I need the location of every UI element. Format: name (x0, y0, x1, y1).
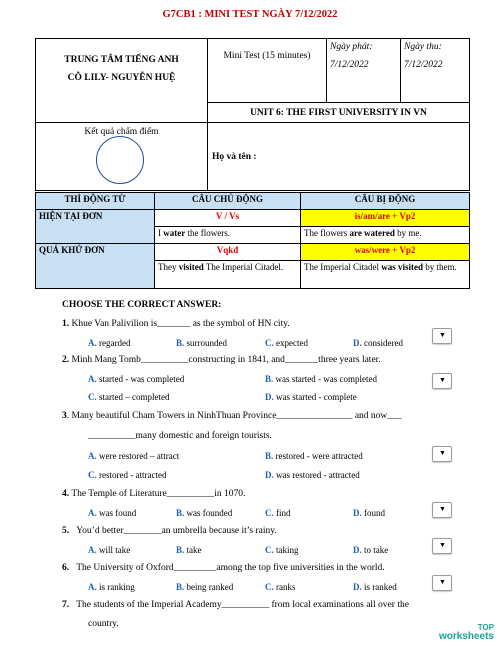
present-active-formula: V / Vs (155, 210, 301, 227)
present-passive-formula: is/am/are + Vp2 (301, 210, 470, 227)
past-passive-formula: was/were + Vp2 (301, 244, 470, 261)
q3-option-a: A. were restored – attract (88, 451, 180, 461)
q1-option-d: D. considered (353, 338, 403, 348)
chevron-down-icon: ▼ (439, 541, 446, 549)
q3-option-d: D. was restored - attracted (265, 470, 360, 480)
present-passive-example: The flowers are watered by me. (301, 227, 470, 244)
score-label: Kết quả chấm điểm (84, 127, 159, 137)
tense-present: HIỆN TẠI ĐƠN (36, 210, 155, 244)
question-3: 3. Many beautiful Cham Towers in NinhThuan Province________________ and now___ (62, 411, 402, 421)
chevron-down-icon: ▼ (439, 376, 446, 384)
q6-option-d: D. is ranked (353, 582, 397, 592)
issued-date: 7/12/2022 (330, 60, 369, 70)
question-3-line2: __________many domestic and foreign tourists. (88, 431, 272, 441)
due-label: Ngày thu: (404, 42, 442, 52)
past-active-example: They visited The Imperial Citadel. (155, 261, 301, 289)
past-passive-example: The Imperial Citadel was visited by them. (301, 261, 470, 289)
q2-option-c: C. started – completed (88, 392, 170, 402)
tense-past: QUÁ KHỨ ĐƠN (36, 244, 155, 289)
logo-name-text: worksheets (438, 631, 494, 642)
q3-option-c: C. restored - attracted (88, 470, 167, 480)
q5-answer-dropdown[interactable] (432, 538, 452, 554)
center-name-cell (36, 39, 208, 123)
q6-answer-dropdown[interactable] (432, 575, 452, 591)
q5-option-a: A. will take (88, 545, 131, 555)
q6-option-a: A. is ranking (88, 582, 135, 592)
question-7: 7. The students of the Imperial Academy__________ from local examinations all over the (62, 600, 409, 610)
col-active: CÂU CHỦ ĐỘNG (155, 193, 301, 210)
col-passive: CÂU BỊ ĐỘNG (301, 193, 470, 210)
q1-answer-dropdown[interactable] (432, 328, 452, 344)
q4-answer-dropdown[interactable] (432, 502, 452, 518)
chevron-down-icon: ▼ (439, 505, 446, 513)
q6-option-c: C. ranks (265, 582, 296, 592)
present-active-example: I water the flowers. (155, 227, 301, 244)
score-cell (36, 123, 208, 191)
q4-option-a: A. was found (88, 508, 137, 518)
name-label: Họ và tên : (212, 151, 257, 162)
q2-option-b: B. was started - was completed (265, 374, 377, 384)
issued-label: Ngày phát: (330, 42, 373, 52)
issued-cell (327, 39, 401, 103)
q2-answer-dropdown[interactable] (432, 373, 452, 389)
q1-option-b: B. surrounded (176, 338, 228, 348)
past-active-formula: Vqkđ (155, 244, 301, 261)
question-5: 5. You’d better________an umbrella because it’s rainy. (62, 526, 277, 536)
q5-option-c: C. taking (265, 545, 299, 555)
header-table (35, 38, 470, 191)
chevron-down-icon: ▼ (439, 331, 446, 339)
due-date: 7/12/2022 (404, 60, 443, 70)
grammar-table (35, 192, 470, 289)
center-name-line1: TRUNG TÂM TIẾNG ANH (64, 55, 179, 65)
question-4: 4. The Temple of Literature__________in 1070. (62, 489, 246, 499)
question-1: 1. Khue Van Palivilion is_______ as the symbol of HN city. (62, 319, 290, 329)
question-7-line2: country. (88, 619, 119, 629)
q1-option-c: C. expected (265, 338, 308, 348)
question-6: 6. The University of Oxford_________among the top five universities in the world. (62, 563, 385, 573)
q2-option-d: D. was started - complete (265, 392, 357, 402)
chevron-down-icon: ▼ (439, 449, 446, 457)
q5-option-b: B. take (176, 545, 202, 555)
q4-option-c: C. find (265, 508, 291, 518)
center-name-line2: CÔ LILY- NGUYỄN HUỆ (67, 73, 176, 83)
name-cell[interactable] (208, 123, 470, 191)
page-title: G7CB1 : MINI TEST NGÀY 7/12/2022 (162, 9, 338, 20)
section-heading: CHOOSE THE CORRECT ANSWER: (62, 300, 222, 310)
chevron-down-icon: ▼ (439, 578, 446, 586)
q4-option-b: B. was founded (176, 508, 233, 518)
score-circle (96, 136, 144, 184)
question-2: 2. Minh Mang Tomb__________constructing in 1841, and_______three years later. (62, 355, 381, 365)
q3-answer-dropdown[interactable] (432, 446, 452, 462)
q5-option-d: D. to take (353, 545, 389, 555)
q6-option-b: B. being ranked (176, 582, 234, 592)
test-name: Mini Test (15 minutes) (223, 51, 311, 61)
top-worksheets-logo (439, 623, 494, 641)
col-tense: THÌ ĐỘNG TỪ (36, 193, 155, 210)
q3-option-b: B. restored - were attracted (265, 451, 363, 461)
unit-title: UNIT 6: THE FIRST UNIVERSITY IN VN (208, 103, 470, 123)
due-cell (401, 39, 470, 103)
q4-option-d: D. found (353, 508, 385, 518)
test-name-cell (208, 39, 327, 103)
q2-option-a: A. started - was completed (88, 374, 185, 384)
q1-option-a: A. regarded (88, 338, 131, 348)
logo-top-text: TOP (477, 623, 494, 632)
